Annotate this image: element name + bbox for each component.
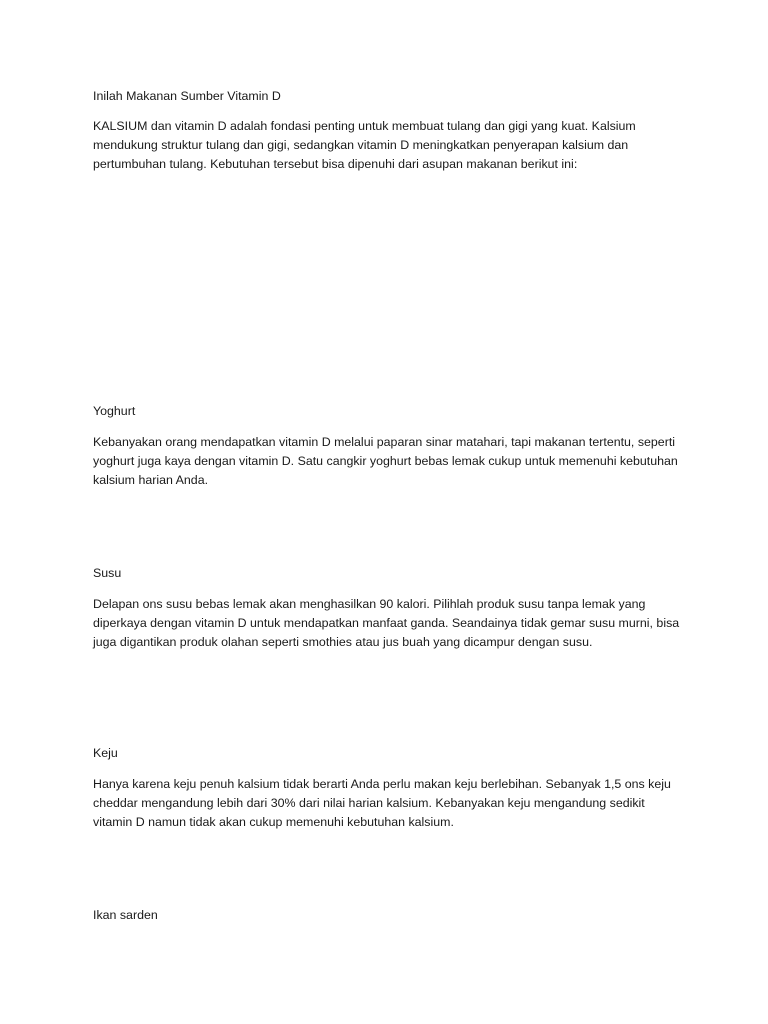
section-heading-yoghurt: Yoghurt [93, 404, 136, 418]
section-heading-ikan-sarden: Ikan sarden [93, 908, 158, 922]
section-heading-susu: Susu [93, 566, 122, 580]
document-title: Inilah Makanan Sumber Vitamin D [93, 89, 281, 103]
intro-paragraph: KALSIUM dan vitamin D adalah fondasi penting untuk membuat tulang dan gigi yang kuat. Kalsium mendukung struktur tulang dan gigi, sedangkan vitamin D meningkatkan penyerapan kalsium dan pertumbuhan tulang. Kebutuhan tersebut bisa dipenuhi dari asupan makanan berikut ini: [93, 119, 636, 171]
section-body-susu: Delapan ons susu bebas lemak akan menghasilkan 90 kalori. Pilihlah produk susu tanpa lemak yang diperkaya dengan vitamin D untuk mendapatkan manfaat ganda. Seandainya tidak gemar susu murni, bisa juga digantikan produk olahan seperti smothies atau jus buah yang dicampur dengan susu. [93, 597, 680, 649]
section-heading-keju: Keju [93, 746, 118, 760]
section-body-yoghurt: Kebanyakan orang mendapatkan vitamin D melalui paparan sinar matahari, tapi makanan tertentu, seperti yoghurt juga kaya dengan vitamin D. Satu cangkir yoghurt bebas lemak cukup untuk memenuhi kebutuhan kalsium harian Anda. [93, 435, 678, 487]
section-body-keju: Hanya karena keju penuh kalsium tidak berarti Anda perlu makan keju berlebihan. Sebanyak 1,5 ons keju cheddar mengandung lebih dari 30% dari nilai harian kalsium. Kebanyakan keju mengandung sedikit vitamin D namun tidak akan cukup memenuhi kebutuhan kalsium. [93, 777, 671, 829]
